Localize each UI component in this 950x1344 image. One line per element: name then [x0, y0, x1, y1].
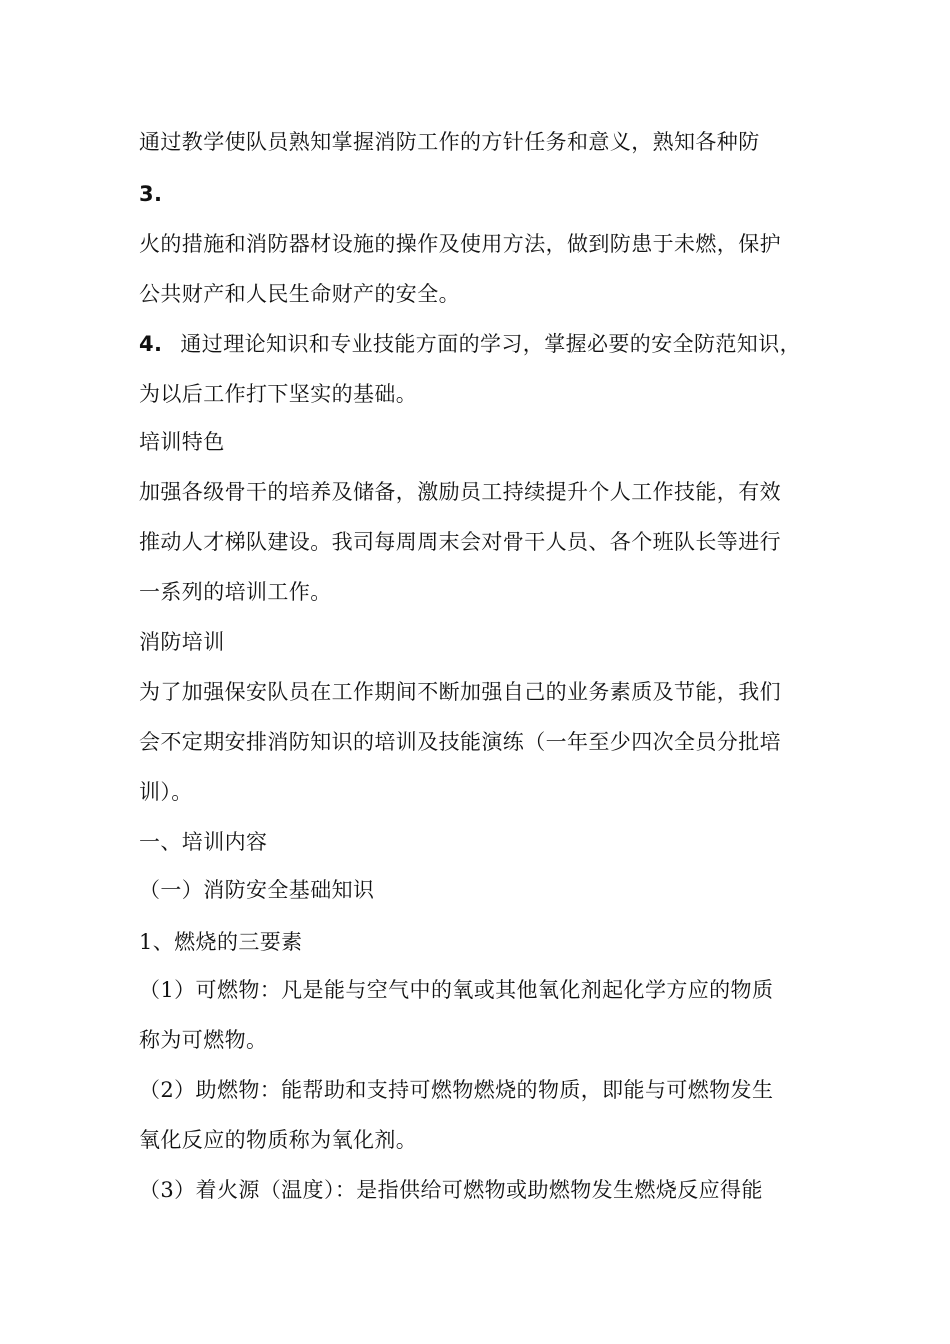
subsection-heading: 1、燃烧的三要素	[139, 930, 303, 954]
paragraph-line: 推动人才梯队建设。我司每周周末会对骨干人员、各个班队长等进行	[139, 530, 781, 554]
paragraph-line: 训）。	[139, 780, 193, 804]
paragraph-line: 为以后工作打下坚实的基础。	[139, 382, 418, 406]
subsection-heading: （一）消防安全基础知识	[139, 878, 375, 902]
paragraph-line: （1）可燃物：凡是能与空气中的氧或其他氧化剂起化学方应的物质	[139, 978, 774, 1002]
paragraph-line: 称为可燃物。	[139, 1028, 268, 1052]
paragraph-line: 会不定期安排消防知识的培训及技能演练（一年至少四次全员分批培	[139, 730, 781, 754]
paragraph-line: （3）着火源（温度）：是指供给可燃物或助燃物发生燃烧反应得能	[139, 1178, 763, 1202]
paragraph-line: 火的措施和消防器材设施的操作及使用方法，做到防患于未燃，保护	[139, 232, 781, 256]
list-number: 4.	[139, 332, 163, 356]
paragraph-line: 加强各级骨干的培养及储备，激励员工持续提升个人工作技能，有效	[139, 480, 781, 504]
section-heading: 一、培训内容	[139, 830, 268, 854]
paragraph-line: 公共财产和人民生命财产的安全。	[139, 282, 460, 306]
paragraph-line: 一系列的培训工作。	[139, 580, 332, 604]
list-number: 3.	[139, 182, 163, 206]
paragraph-line: 为了加强保安队员在工作期间不断加强自己的业务素质及节能，我们	[139, 680, 781, 704]
section-heading: 消防培训	[139, 630, 225, 654]
paragraph-line: 氧化反应的物质称为氧化剂。	[139, 1128, 418, 1152]
paragraph-line: 通过教学使队员熟知掌握消防工作的方针任务和意义，熟知各种防	[139, 130, 760, 154]
numbered-paragraph-line	[139, 330, 801, 358]
paragraph-text: 通过理论知识和专业技能方面的学习，掌握必要的安全防范知识，	[180, 332, 801, 356]
paragraph-line: （2）助燃物：能帮助和支持可燃物燃烧的物质，即能与可燃物发生	[139, 1078, 774, 1102]
section-heading: 培训特色	[139, 430, 225, 454]
